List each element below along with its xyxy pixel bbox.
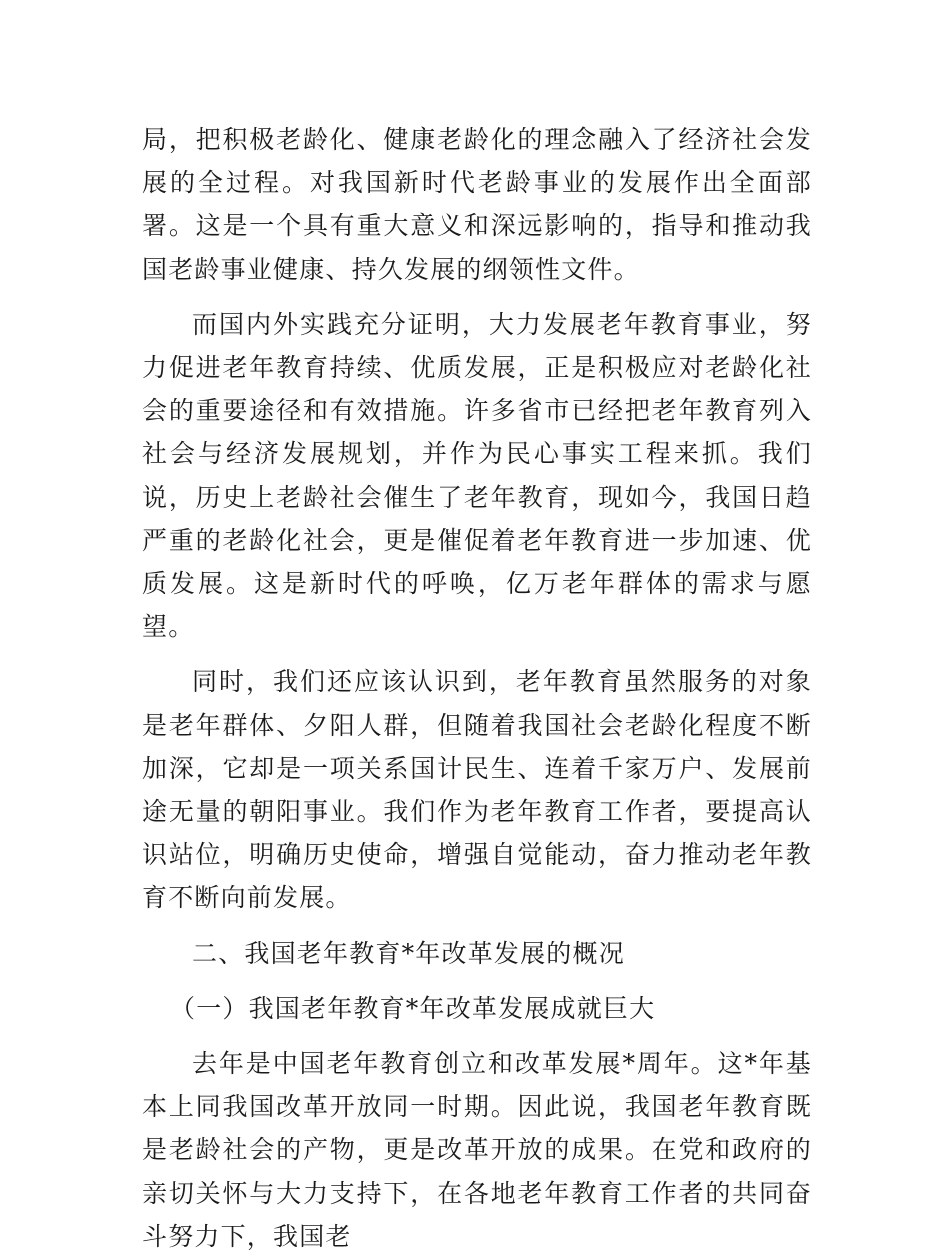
paragraph-1: 局，把积极老龄化、健康老龄化的理念融入了经济社会发展的全过程。对我国新时代老龄事业的发展作出全面部署。这是一个具有重大意义和深远影响的，指导和推动我国老龄事业健康、持久发展的纲领性文件。 — [142, 125, 812, 284]
paragraph-3: 同时，我们还应该认识到，老年教育虽然服务的对象是老年群体、夕阳人群，但随着我国社会老龄化程度不断加深，它却是一项关系国计民生、连着千家万户、发展前途无量的朝阳事业。我们作为老年教育工作者，要提高认识站位，明确历史使命，增强自觉能动，奋力推动老年教育不断向前发展。 — [142, 667, 812, 913]
paragraph-2: 而国内外实践充分证明，大力发展老年教育事业，努力促进老年教育持续、优质发展，正是积极应对老龄化社会的重要途径和有效措施。许多省市已经把老年教育列入社会与经济发展规划，并作为民心事实工程来抓。我们说，历史上老龄社会催生了老年教育，现如今，我国日趋严重的老龄化社会，更是催促着老年教育进一步加速、优质发展。这是新时代的呼唤，亿万老年群体的需求与愿望。 — [142, 309, 812, 642]
subsection-heading: （一）我国老年教育*年改革发展成就巨大 — [170, 993, 656, 1023]
document-body — [142, 118, 812, 1258]
paragraph-4: 去年是中国老年教育创立和改革发展*周年。这*年基本上同我国改革开放同一时期。因此说，我国老年教育既是老龄社会的产物，更是改革开放的成果。在党和政府的亲切关怀与大力支持下，在各地老年教育工作者的共同奋斗努力下，我国老 — [142, 1049, 812, 1251]
section-heading: 二、我国老年教育*年改革发展的概况 — [192, 938, 625, 968]
